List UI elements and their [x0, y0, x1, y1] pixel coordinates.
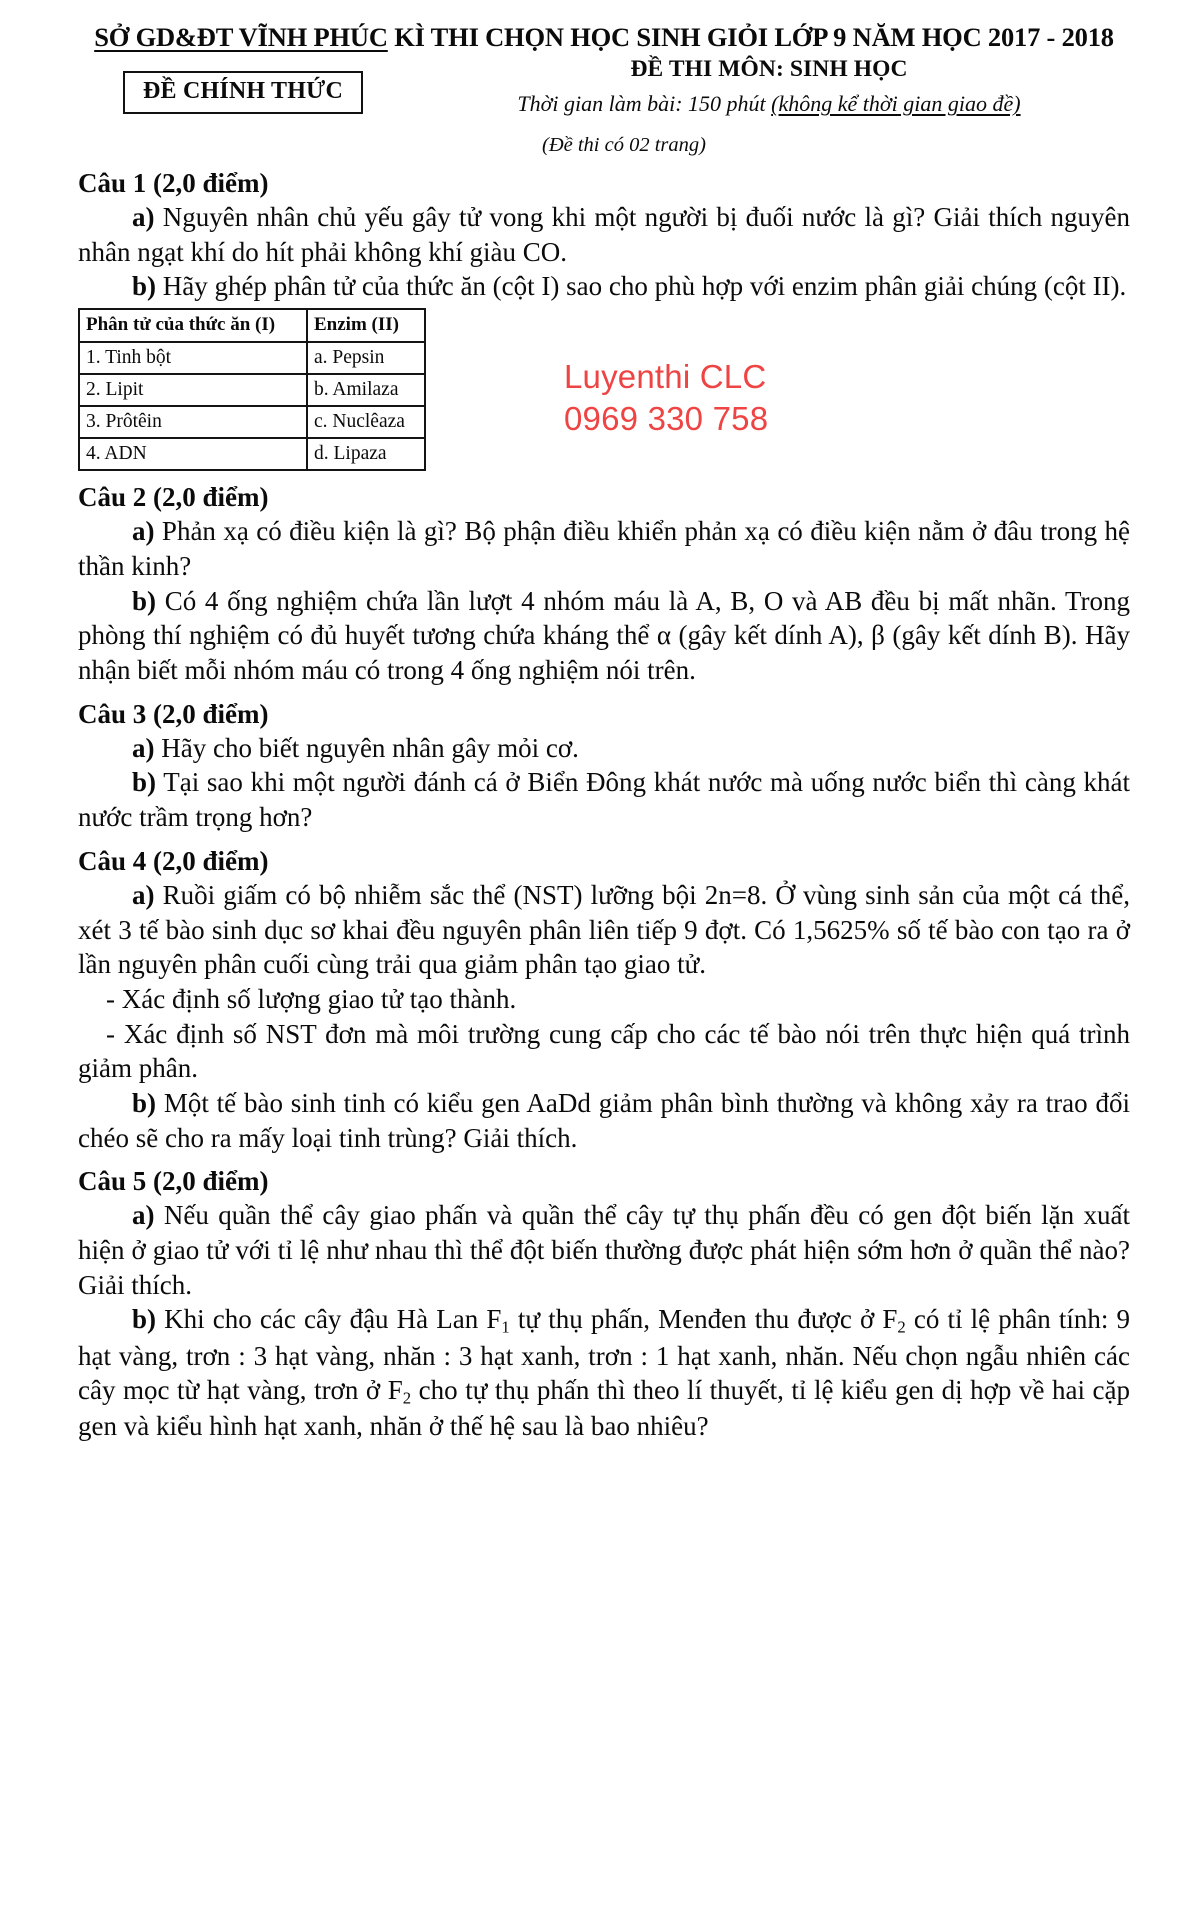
part-text: Nguyên nhân chủ yếu gây tử vong khi một người bị đuối nước là gì? Giải thích nguyên nhân ngạt khí do hít phải không khí giàu CO.	[78, 201, 1130, 267]
official-badge-wrap	[78, 55, 408, 113]
exam-name: KÌ THI CHỌN HỌC SINH GIỎI LỚP 9 NĂM HỌC 2017 - 2018	[387, 22, 1114, 52]
watermark-brand: Luyenthi CLC	[564, 357, 767, 395]
cell-enzyme-c: c. Nuclêaza	[307, 406, 425, 438]
question-title-1: Câu 1 (2,0 điểm)	[78, 167, 269, 198]
question-4-part-b	[78, 1086, 1130, 1155]
part-text: Nếu quần thể cây giao phấn và quần thể cây tự thụ phấn đều có gen đột biến lặn xuất hiện ở giao tử với tỉ lệ như nhau thì thể đột biến thường được phát hiện sớm hơn ở quần thể nào? Giải thích.	[78, 1200, 1130, 1300]
cell-food-4: 4. ADN	[79, 438, 307, 470]
header-right-column	[408, 55, 1130, 118]
question-4-bullet-1	[78, 982, 1130, 1017]
table-row	[79, 374, 425, 406]
q5b-subscript-3: 2	[402, 1388, 412, 1408]
question-title-2: Câu 2 (2,0 điểm)	[78, 482, 269, 513]
cell-food-1: 1. Tinh bột	[79, 342, 307, 374]
bullet-text: Xác định số lượng giao tử tạo thành.	[115, 983, 517, 1014]
part-label-a: a)	[132, 516, 155, 547]
part-text: Hãy cho biết nguyên nhân gây mỏi cơ.	[154, 732, 579, 763]
question-4-part-a	[78, 878, 1130, 982]
cell-enzyme-b: b. Amilaza	[307, 374, 425, 406]
part-text: Tại sao khi một người đánh cá ở Biển Đông khát nước mà uống nước biển thì càng khát nước trầm trọng hơn?	[78, 767, 1130, 833]
cell-food-3: 3. Prôtêin	[79, 406, 307, 438]
table-header-row	[79, 309, 425, 342]
question-title-5: Câu 5 (2,0 điểm)	[78, 1166, 269, 1197]
part-label-a: a)	[132, 201, 155, 232]
question-5-part-b	[78, 1302, 1130, 1444]
part-text: Có 4 ống nghiệm chứa lần lượt 4 nhóm máu là A, B, O và AB đều bị mất nhãn. Trong phòng thí nghiệm có đủ huyết tương chứa kháng thể α (gây kết dính A), β (gây kết dính B). Hãy nhận biết mỗi nhóm máu có trong 4 ống nghiệm nói trên.	[78, 585, 1130, 686]
question-title-4: Câu 4 (2,0 điểm)	[78, 845, 269, 876]
part-label-b: b)	[132, 1304, 157, 1335]
question-4-bullet-2	[78, 1017, 1130, 1086]
table-row	[79, 342, 425, 374]
question-5-part-a	[78, 1198, 1130, 1302]
duration-note: (không kể thời gian giao đề)	[771, 91, 1021, 117]
q5b-seg-1: Khi cho các cây đậu Hà Lan F	[156, 1304, 502, 1335]
question-3-part-b	[78, 765, 1130, 834]
part-label-b: b)	[132, 271, 157, 302]
question-1-part-a	[78, 200, 1130, 269]
duration-text: Thời gian làm bài: 150 phút	[517, 91, 772, 117]
part-label-b: b)	[132, 1088, 157, 1118]
q5b-seg-4: cho tự thụ phấn thì theo lí thuyết, tỉ lệ kiểu gen dị hợp về hai cặp gen và kiểu hình hạt xanh, nhăn ở thế hệ sau là bao nhiêu?	[78, 1375, 1130, 1442]
department-name: SỞ GD&ĐT VĨNH PHÚC	[94, 22, 388, 52]
part-text: Hãy ghép phân tử của thức ăn (cột I) sao cho phù hợp với enzim phân giải chúng (cột II).	[156, 271, 1127, 302]
q5b-subscript-2: 2	[897, 1318, 906, 1338]
q5b-subscript-1: 1	[501, 1318, 510, 1338]
column-header-enzyme: Enzim (II)	[307, 309, 425, 342]
part-text: Phản xạ có điều kiện là gì? Bộ phận điều khiển phản xạ có điều kiện nằm ở đâu trong hệ thần kinh?	[78, 516, 1130, 582]
cell-enzyme-a: a. Pepsin	[307, 342, 425, 374]
bullet-dash: -	[106, 1018, 115, 1049]
bullet-text: Xác định số NST đơn mà môi trường cung cấp cho các tế bào nói trên thực hiện quá trình giảm phân.	[78, 1018, 1130, 1084]
part-label-b: b)	[132, 767, 157, 798]
question-3-part-a	[78, 731, 1130, 766]
part-text: Một tế bào sinh tinh có kiểu gen AaDd giảm phân bình thường và không xảy ra trao đổi chéo sẽ cho ra mấy loại tinh trùng? Giải thích.	[78, 1088, 1130, 1153]
question-title-3: Câu 3 (2,0 điểm)	[78, 698, 269, 729]
question-1-part-b	[78, 269, 1130, 304]
header-row	[78, 55, 1130, 118]
table-row	[79, 438, 425, 470]
watermark-phone: 0969 330 758	[564, 400, 769, 438]
question-2-part-a	[78, 514, 1130, 583]
subject-line: ĐỀ THI MÔN: SINH HỌC	[630, 56, 908, 83]
part-label-a: a)	[132, 732, 155, 763]
q5b-seg-3: có tỉ lệ phân tính: 9 hạt vàng, trơn : 3 hạt vàng, nhăn : 3 hạt xanh, trơn : 1 hạt xanh, nhăn. Nếu chọn ngẫu nhiên các cây mọc từ hạt vàng, trơn ở F	[78, 1304, 1130, 1406]
document-sheet	[78, 22, 1130, 1444]
part-label-a: a)	[132, 1200, 155, 1231]
food-enzyme-match-table	[78, 308, 426, 471]
table-row	[79, 406, 425, 438]
cell-enzyme-d: d. Lipaza	[307, 438, 425, 470]
part-text: Ruồi giấm có bộ nhiễm sắc thể (NST) lưỡng bội 2n=8. Ở vùng sinh sản của một cá thể, xét 3 tế bào sinh dục sơ khai đều nguyên phân liên tiếp 9 đợt. Có 1,5625% số tế bào con tạo ra ở lần nguyên phân cuối cùng trải qua giảm phân tạo giao tử.	[78, 879, 1130, 980]
question-2-part-b	[78, 584, 1130, 688]
bullet-dash: -	[106, 983, 115, 1014]
watermark	[564, 356, 768, 440]
exam-header-title	[78, 22, 1130, 53]
column-header-food: Phân tử của thức ăn (I)	[79, 309, 307, 342]
cell-food-2: 2. Lipit	[79, 374, 307, 406]
duration-line	[408, 91, 1130, 117]
page-count-note: (Đề thi có 02 trang)	[542, 133, 706, 156]
q5b-seg-2: tự thụ phấn, Menđen thu được ở F	[509, 1304, 898, 1335]
part-label-a: a)	[132, 879, 155, 910]
part-label-b: b)	[132, 585, 157, 616]
official-exam-badge: ĐỀ CHÍNH THỨC	[123, 71, 363, 113]
match-table-block	[78, 308, 1130, 471]
